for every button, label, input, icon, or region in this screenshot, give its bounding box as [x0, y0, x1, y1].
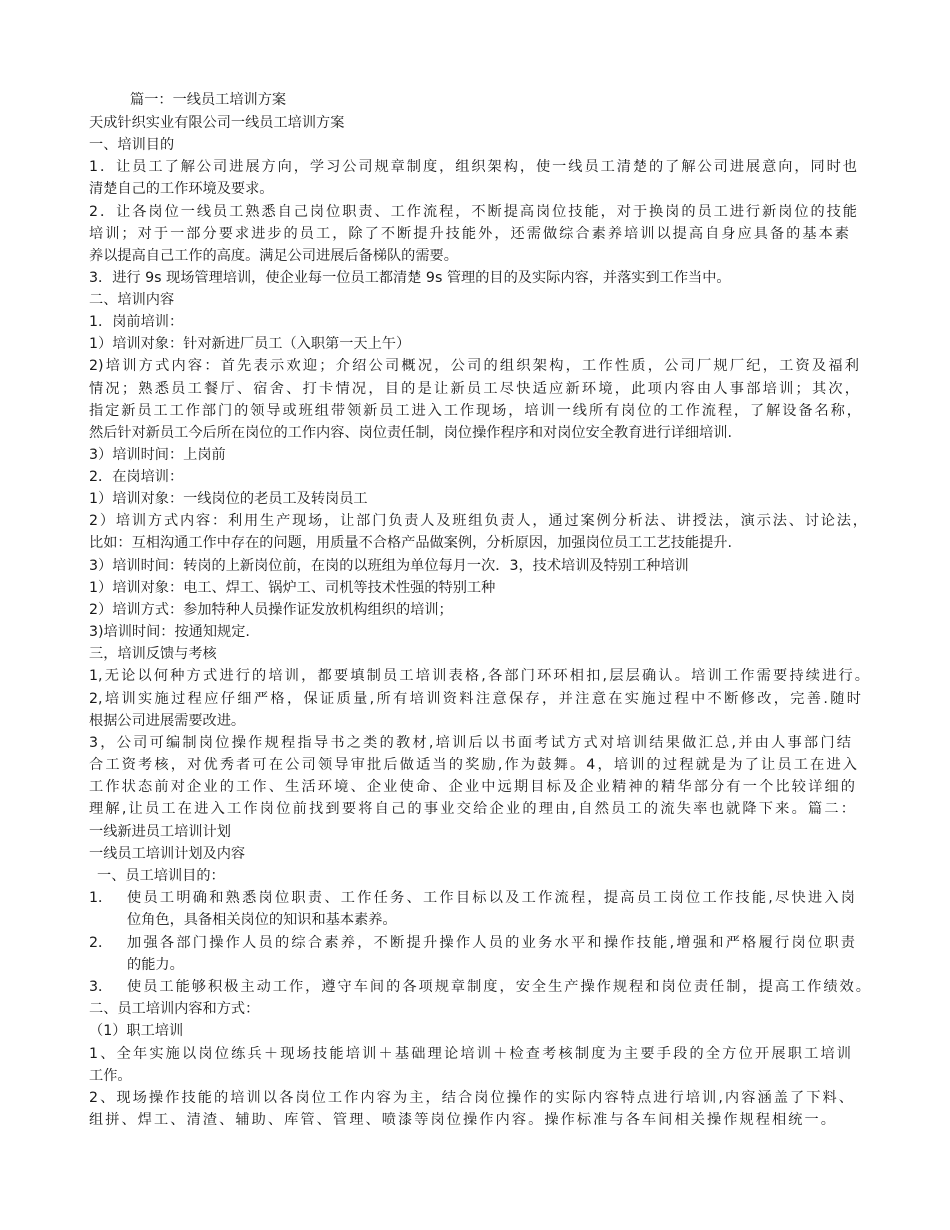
company-title: 天成针织实业有限公司一线员工培训方案 — [89, 115, 345, 131]
paragraph-line: 3）培训时间：转岗的上新岗位前，在岗的以班组为单位每月一次．3，技术培训及特别工种培训 — [89, 558, 689, 574]
paragraph-line: 情况；熟悉员工餐厅、宿舍、打卡情况，目的是让新员工尽快适应新环境，此项内容由人事部培训；其次， — [89, 381, 859, 397]
paragraph-line: 2）培训方式内容：利用生产现场，让部门负责人及班组负责人，通过案例分析法、讲授法，演示法、讨论法， — [89, 513, 867, 529]
part2-title: 一线新进员工培训计划 — [89, 824, 231, 840]
paragraph-line: 3．进行 9s 现场管理培训，使企业每一位员工都清楚 9s 管理的目的及实际内容，并落实到工作当中。 — [89, 270, 731, 286]
paragraph-line: 1．让员工了解公司进展方向，学习公司规章制度，组织架构，使一线员工清楚的了解公司进展意向，同时也 — [89, 159, 857, 175]
paragraph-line: 组拼、焊工、清渣、辅助、库管、管理、喷漆等岗位操作内容。操作标准与各车间相关操作规程相统一。 — [89, 1112, 835, 1128]
paragraph-line: 清楚自己的工作环境及要求。 — [89, 181, 274, 197]
paragraph-line: 1）培训对象：电工、焊工、锅炉工、司机等技术性强的特别工种 — [89, 580, 496, 596]
paragraph-line: 合工资考核，对优秀者可在公司领导审批后做适当的奖励,作为鼓舞。4，培训的过程就是为了让员工在进入 — [89, 757, 857, 773]
list-item-number: 1． — [89, 890, 113, 906]
part2-subtitle: 一线员工培训计划及内容 — [89, 846, 246, 862]
subsection-heading: （1）职工培训 — [89, 1023, 184, 1039]
paragraph-line: 工作。 — [89, 1068, 132, 1084]
paragraph-line: 养以提高自己工作的高度。满足公司进展后备梯队的需要。 — [89, 248, 458, 264]
list-item-text: 使员工明确和熟悉岗位职责、工作任务、工作目标以及工作流程，提高员工岗位工作技能,尽快进入岗 — [127, 890, 855, 906]
paragraph-line: 根据公司进展需要改进。 — [89, 713, 246, 729]
paragraph-line: 2,培训实施过程应仔细严格，保证质量,所有培训资料注意保存，并注意在实施过程中不断修改，完善.随时 — [89, 691, 861, 707]
paragraph-line: 2）培训方式：参加特种人员操作证发放机构组织的培训； — [89, 602, 453, 618]
part1-heading: 篇一：一线员工培训方案 — [130, 92, 287, 108]
section-heading: 二、培训内容 — [89, 292, 175, 308]
paragraph-line: 指定新员工工作部门的领导或班组带领新员工进入工作现场，培训一线所有岗位的工作流程，了解设备名称， — [89, 403, 861, 419]
subsection-heading: 2．在岗培训： — [89, 469, 184, 485]
list-item-number: 3． — [89, 979, 113, 995]
paragraph-line: 1、全年实施以岗位练兵＋现场技能培训＋基础理论培训＋检查考核制度为主要手段的全方位开展职工培训 — [89, 1046, 851, 1062]
paragraph-line: 3）培训时间：上岗前 — [89, 447, 226, 463]
paragraph-line: 然后针对新员工今后所在岗位的工作内容、岗位责任制，岗位操作程序和对岗位安全教育进行详细培训. — [89, 425, 732, 441]
paragraph-line: 比如：互相沟通工作中存在的问题，用质量不合格产品做案例，分析原因，加强岗位员工工艺技能提升. — [89, 535, 732, 551]
paragraph-line: 3)培训时间：按通知规定. — [89, 624, 250, 640]
paragraph-line: 3，公司可编制岗位操作规程指导书之类的教材,培训后以书面考试方式对培训结果做汇总,并由人事部门结 — [89, 735, 851, 751]
subsection-heading: 1．岗前培训： — [89, 314, 184, 330]
paragraph-line: 培训；对于一部分要求进步的员工，除了不断提升技能外，还需做综合素养培训以提高自身应具备的基本素 — [89, 226, 849, 242]
list-item-text: 位角色，具备相关岗位的知识和基本素养。 — [127, 912, 397, 928]
paragraph-line: 工作状态前对企业的工作、生活环境、企业使命、企业中远期目标及企业精神的精华部分有一个比较详细的 — [89, 779, 855, 795]
section-heading: 一、员工培训目的： — [97, 868, 225, 884]
paragraph-line: 理解,让员工在进入工作岗位前找到要将自己的事业交给企业的理由,自然员工的流失率也就降下来。篇二： — [89, 801, 855, 817]
list-item-text: 使员工能够积极主动工作，遵守车间的各项规章制度，安全生产操作规程和岗位责任制，提高工作绩效。 — [127, 979, 870, 995]
paragraph-line: 2)培训方式内容：首先表示欢迎；介绍公司概况，公司的组织架构，工作性质，公司厂规厂纪，工资及福利 — [89, 358, 859, 374]
list-item-text: 的能力。 — [127, 957, 184, 973]
section-heading: 三，培训反馈与考核 — [89, 646, 217, 662]
paragraph-line: 2、现场操作技能的培训以各岗位工作内容为主，结合岗位操作的实际内容特点进行培训,内容涵盖了下料、 — [89, 1090, 853, 1106]
paragraph-line: 1）培训对象：针对新进厂员工（入职第一天上午） — [89, 336, 411, 352]
list-item-text: 加强各部门操作人员的综合素养，不断提升操作人员的业务水平和操作技能,增强和严格履行岗位职责 — [127, 935, 855, 951]
section-heading: 二、员工培训内容和方式： — [89, 1001, 260, 1017]
paragraph-line: 1）培训对象：一线岗位的老员工及转岗员工 — [89, 491, 368, 507]
list-item-number: 2． — [89, 935, 113, 951]
paragraph-line: 2．让各岗位一线员工熟悉自己岗位职责、工作流程，不断提高岗位技能，对于换岗的员工进行新岗位的技能 — [89, 204, 857, 220]
section-heading: 一、培训目的 — [89, 137, 175, 153]
paragraph-line: 1,无论以何种方式进行的培训，都要填制员工培训表格,各部门环环相扣,层层确认。培训工作需要持续进行。 — [89, 668, 869, 684]
